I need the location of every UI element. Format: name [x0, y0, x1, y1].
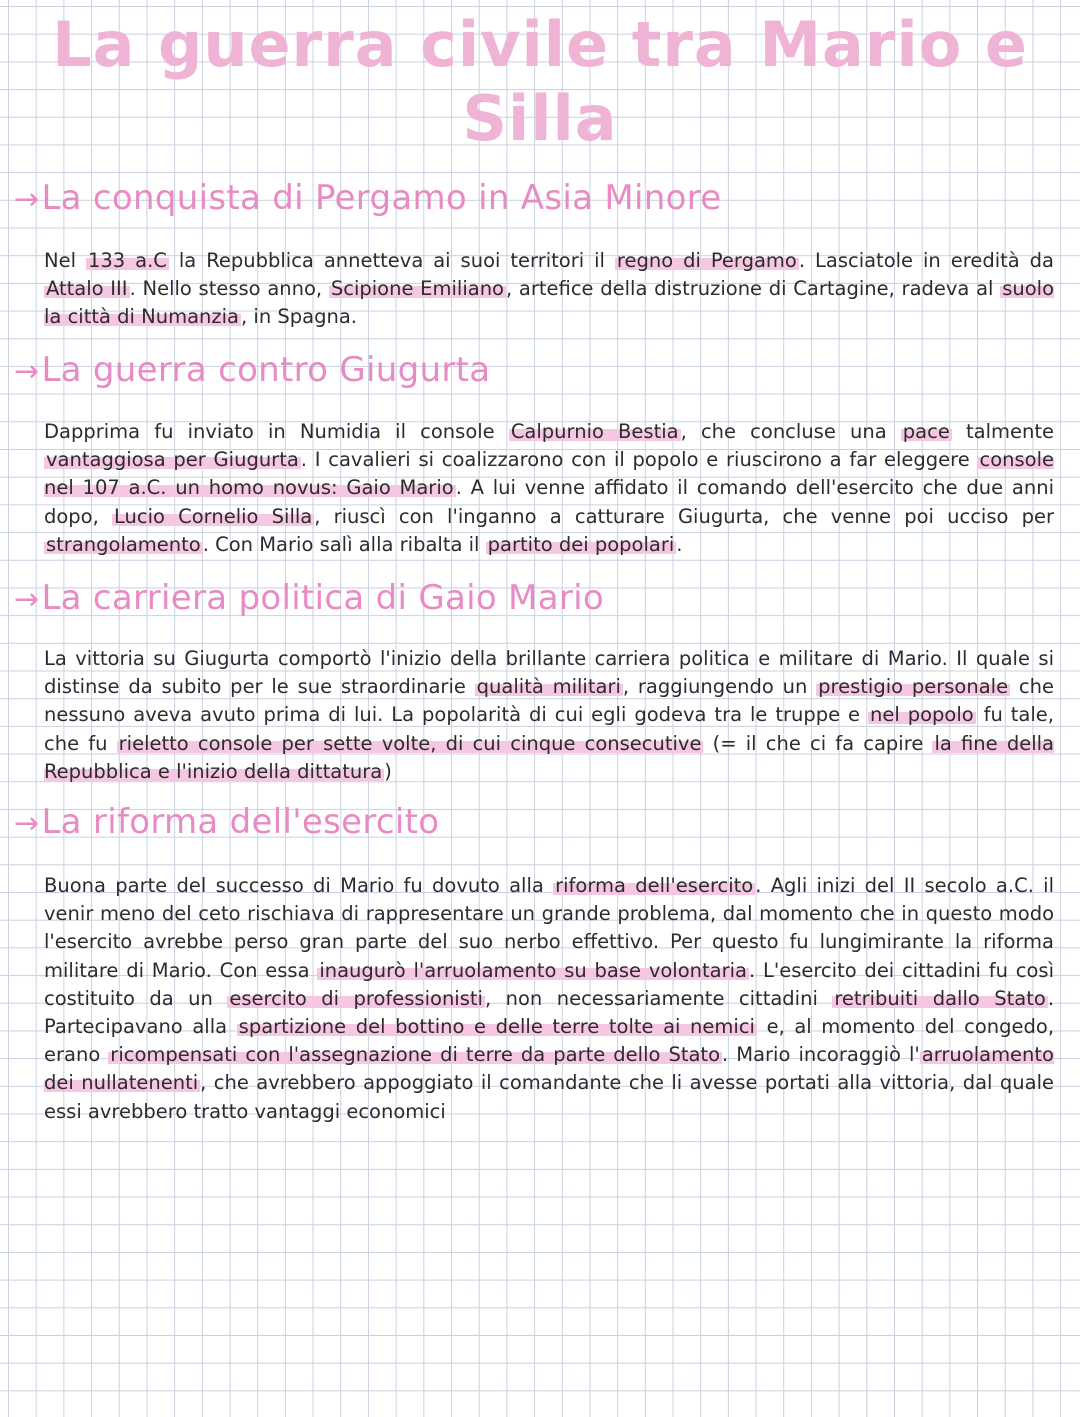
paragraph-pergamo — [44, 247, 1054, 332]
text-run: , artefice della distruzione di Cartagine, radeva al — [506, 277, 1001, 301]
text-run: fu tale, che fu — [44, 703, 1054, 755]
paragraph-giugurta — [44, 418, 1054, 559]
arrow-icon: → — [14, 354, 40, 389]
highlighted-phrase: qualità militari — [476, 675, 621, 699]
text-run: la Repubblica annetteva ai suoi territori il — [168, 249, 615, 272]
text-run: . I cavalieri si coalizzarono con il popolo e riuscirono a far eleggere — [300, 448, 978, 472]
text-run: , raggiungendo un — [622, 675, 817, 699]
text-run: . — [676, 532, 683, 556]
highlighted-phrase: ricompensati con l'assegnazione di terre da parte dello Stato — [110, 1043, 721, 1067]
text-run: (= il che ci fa capire — [703, 731, 933, 755]
highlighted-phrase: riforma dell'esercito — [555, 874, 754, 897]
text-run: . A lui venne affidato il comando dell'esercito che due anni dopo, — [44, 476, 1055, 528]
section-heading-carriera: →La carriera politica di Gaio Mario — [14, 578, 604, 618]
highlighted-phrase: vantaggiosa per Giugurta — [46, 448, 299, 472]
text-run: Nel — [44, 249, 86, 272]
highlighted-phrase: strangolamento — [46, 532, 201, 556]
text-run: La vittoria su Giugurta comportò l'inizio della brillante carriera politica e militare di Mario. Il quale si distinse da subito per le sue straordinarie — [44, 647, 1054, 699]
text-run: . L'esercito dei cittadini fu così costituito da un — [44, 958, 1054, 1010]
highlighted-phrase: 133 a.C — [87, 249, 167, 272]
arrow-icon: → — [14, 582, 40, 617]
paragraph-riforma — [44, 872, 1054, 1126]
section-heading-riforma: →La riforma dell'esercito — [14, 802, 440, 842]
highlighted-phrase: arruolamento dei nullatenenti — [44, 1043, 1054, 1095]
text-run: . Partecipavano alla — [44, 986, 1055, 1039]
highlighted-phrase: Calpurnio Bestia — [510, 420, 679, 443]
highlighted-phrase: pace — [902, 420, 950, 443]
text-run: , riuscì con l'inganno a catturare Giugurta, che venne poi ucciso per — [314, 504, 1055, 528]
highlighted-phrase: suolo la città di Numanzia — [44, 277, 1054, 329]
text-run: , in Spagna. — [241, 305, 357, 329]
highlighted-phrase: Scipione Emiliano — [330, 277, 504, 301]
paragraph-carriera — [44, 645, 1054, 786]
highlighted-phrase: Lucio Cornelio Silla — [114, 504, 313, 528]
text-run: . Lasciatole in eredità da — [798, 249, 1055, 272]
highlighted-phrase: inaugurò l'arruolamento su base volontaria — [319, 958, 747, 982]
text-run: che nessuno aveva avuto prima di lui. La popolarità di cui egli godeva tra le truppe e — [44, 675, 1054, 727]
arrow-icon: → — [14, 182, 40, 217]
text-run: talmente — [951, 420, 1054, 443]
text-run: Buona parte del successo di Mario fu dovuto alla — [44, 874, 554, 897]
highlighted-phrase: Attalo III — [46, 277, 128, 301]
section-heading-pergamo: →La conquista di Pergamo in Asia Minore — [14, 178, 722, 218]
title-line-2: Silla — [462, 82, 618, 155]
text-run: , che concluse una — [680, 420, 901, 443]
highlighted-phrase: nel popolo — [870, 703, 974, 727]
text-run: , che avrebbero appoggiato il comandante che li avesse portati alla vittoria, dal quale essi avrebbero tratto vantaggi economici — [44, 1071, 1054, 1123]
arrow-icon: → — [14, 806, 40, 841]
text-run: e, al momento del congedo, erano — [44, 1015, 1055, 1067]
text-run: . Con Mario salì alla ribalta il — [202, 532, 486, 556]
highlighted-phrase: console nel 107 a.C. un homo novus: Gaio Mario — [44, 448, 1054, 500]
highlighted-phrase: esercito di professionisti — [229, 986, 483, 1010]
highlighted-phrase: rieletto console per sette volte, di cui cinque consecutive — [118, 731, 702, 755]
page-title — [18, 8, 1062, 156]
highlighted-phrase: spartizione del bottino e delle terre tolte ai nemici — [238, 1015, 755, 1039]
title-line-1: La guerra civile tra Mario e — [52, 8, 1028, 81]
text-run: . Agli inizi del II secolo a.C. il venir meno del ceto rischiava di rappresentare un grande problema, dal momento che in questo modo l'esercito avrebbe perso gran parte del suo nerbo effettivo. Per questo fu lungimirante la riforma militare di Mario. Con essa — [44, 874, 1054, 982]
highlighted-phrase: retribuiti dallo Stato — [834, 986, 1046, 1010]
text-run: . Mario incoraggiò l' — [722, 1043, 920, 1067]
highlighted-phrase: regno di Pergamo — [616, 249, 797, 272]
highlighted-phrase: partito dei popolari — [487, 532, 675, 556]
text-run: . Nello stesso anno, — [129, 277, 329, 301]
highlighted-phrase: prestigio personale — [818, 675, 1009, 699]
text-run: Dapprima fu inviato in Numidia il console — [44, 420, 509, 443]
highlighted-phrase: la fine della Repubblica e l'inizio della dittatura — [44, 731, 1054, 783]
text-run: , non necessariamente cittadini — [484, 986, 833, 1010]
text-run: ) — [384, 759, 392, 783]
section-heading-giugurta: →La guerra contro Giugurta — [14, 350, 491, 390]
